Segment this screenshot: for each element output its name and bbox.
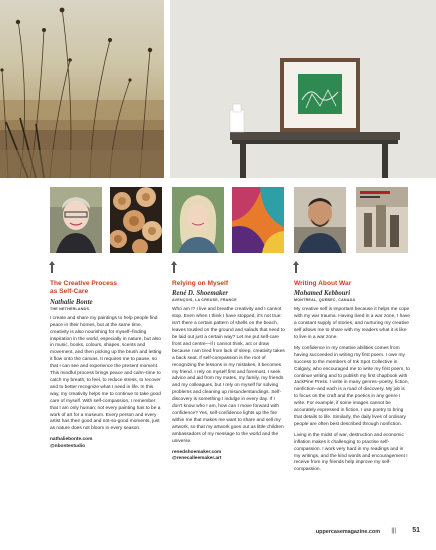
field-grasses-illustration (0, 0, 164, 178)
article-title (294, 280, 410, 288)
arrow-up-icon (173, 264, 175, 273)
arrow-up-icon (295, 264, 297, 273)
mohamed-portrait (294, 187, 346, 253)
body-paragraph: Who am I? I live and breathe creativity and I cannot stop. Even when I think I have stopped, it's not true: isn't there a certain pattern of shells on the beach, leaves tousled on the ground and salads that need to be laid out just a certain way? Let me put self-care front and centre—if I cannot think, act or draw because I am tired from lack of sleep, creativity takes a back seat. If self-compassion is the root of recognizing the lessons in my mistakes, it becomes my friend. I rely on myself first and foremost. I seek advice and aid from my mates, my family, my friends and my colleagues, but I rely on myself for solving problems and cleaning up misunderstandings. Self-discovery is something I indulge in every day. If I don't know who I am, how can I move forward with confidence? Yes, self-confidence lights up the fire within me that makes me want to share and sell my artwork, so that my artwork goes out as little children ambassadors of my message to the world and the universe. (172, 307, 285, 444)
column-rene (172, 280, 286, 463)
body-paragraph: My creative self is important because it helps me cope with my war trauma. Having lived in a war zone, I have a constant supply of stories, and nurturing my creative self allows me to share with my readers what it is like to live in a war zone. (294, 307, 410, 341)
website-link[interactable]: renedshoemaker.com (172, 449, 222, 455)
framed-print-photo (170, 0, 436, 178)
social-handle[interactable]: @nbontestudio (50, 444, 86, 450)
abstract-painting (232, 187, 284, 253)
book-cover (356, 187, 408, 253)
social-handle[interactable]: @renecalleemaker.art (172, 456, 222, 462)
body-paragraph: Living in the midst of war, destruction and economic inflation makes it challenging to practise self-compassion. I work very hard in my readings and in my writings, and the kind words and encouragement I receive from my friends help improve my self-compassion. (294, 432, 408, 473)
author-name: René D. Shoemaker (172, 290, 229, 298)
arrow-up-icon (51, 264, 53, 273)
footer-website[interactable]: uppercasemagazine.com (315, 529, 380, 535)
author-location: THE NETHERLANDS (50, 306, 90, 311)
body-paragraph: My confidence in my creative abilities comes from having succeeded in writing my first poem. I owe my success to the members of Ink Spot Collective in Calgary, who encouraged me to write my first poem, to continue writing and to publish my first chapbook with JackPine Press. I write in many genres–poetry, fiction, nonfiction–and each is a road of discovery. My job is to focus on the craft and the poetics in any genre I write. For example, if some images cannot be accurately expressed in fiction, I use poetry to bring that details to life. Similarly, the daily lives of ordinary people are often best described through nonfiction. (294, 345, 410, 427)
footer-separator: ||| (391, 528, 396, 534)
title-line-1: The Creative Process (50, 280, 118, 287)
article-body (50, 316, 162, 433)
field-grasses-photo (0, 0, 164, 178)
article-body (172, 307, 286, 445)
title-line-1: Writing About War (294, 280, 352, 287)
nathalie-portrait (50, 187, 102, 253)
contact-info (50, 437, 162, 451)
page-number: 51 (412, 527, 420, 534)
framed-print-illustration (170, 0, 436, 178)
body-paragraph: I create and share my paintings to help people find peace in their homes, but at the same time, creativity is also nourishing for myself–finding inspiration in the world, especially in nature, but also in music, books, colours, shapes, scents and movement, and then picking up the brush and letting it flow onto the canvas. It requires me to pause, so that I can see and experience the present moment. This mindful process brings peace and calm–time to catch my breath, to feel, to reduce stress, to recover and to better recognize what I need in life. In this way, my creativity helps me to continue to take good care of myself. With self-compassion, I remember that I am only human; not every painting has to be a work of art for a museum. Every person and every artist has their good and not-so-good moments, just as nature does not bloom in every season. (50, 315, 162, 432)
author-name: Mohamed Kebbouri (294, 290, 351, 298)
article-body (294, 307, 410, 474)
title-line-1: Relying on Myself (172, 280, 229, 287)
website-link[interactable]: nathaliebonte.com (50, 437, 93, 443)
title-line-2: as Self-Care (50, 288, 89, 296)
article-title (50, 280, 162, 297)
column-mohamed (294, 280, 410, 478)
article-title (172, 280, 286, 288)
rene-portrait (172, 187, 224, 253)
contact-info (172, 450, 286, 464)
author-name: Nathalie Bonte (50, 298, 93, 306)
author-location: AVENÇOIS, LA CREUSE, FRANCE (172, 298, 237, 303)
ceramic-roses-photo (110, 187, 162, 253)
author-location: MONTREAL, QUEBEC, CANADA (294, 298, 356, 303)
column-nathalie (50, 280, 162, 451)
